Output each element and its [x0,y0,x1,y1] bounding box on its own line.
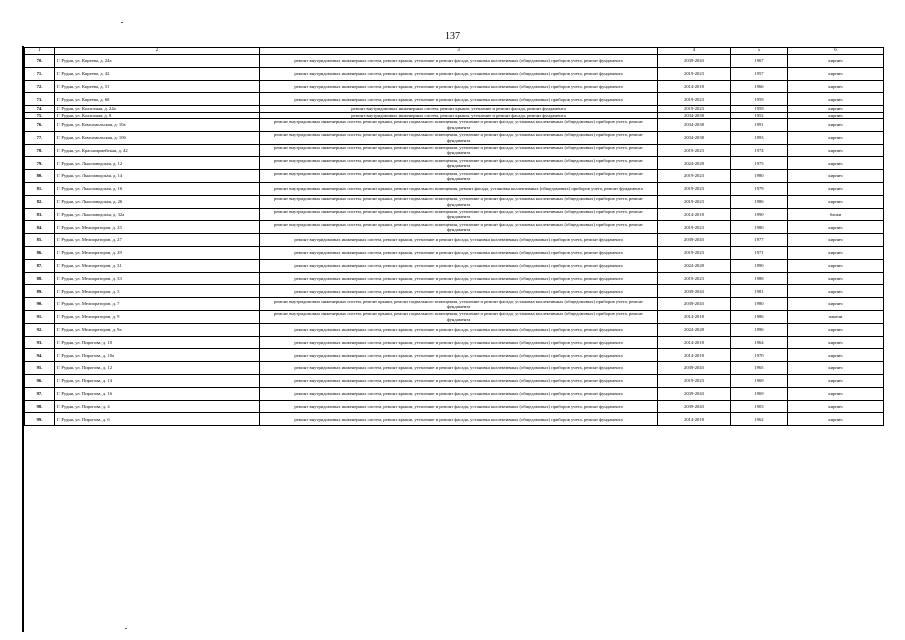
year-built-cell: 1959 [731,93,788,106]
year-built-cell: 1990 [731,259,788,272]
works-cell: ремонт внутридомовых инженерных систем, ремонт крыши, утепление и ремонт фасада, установка коллективных (общедомовых) приборов учета, ремонт фундамента [260,362,658,375]
table-row [25,413,884,426]
table-row [25,80,884,93]
table-row [25,246,884,259]
wall-material-cell: кирпич [788,362,884,375]
period-cell: 2039-2043 [658,298,731,311]
address-cell: Г. Рудня, ул. Льнозаводская, д. 14 [55,170,260,183]
row-number: 92. [25,323,55,336]
wall-material-cell: кирпич [788,106,884,112]
wall-material-cell: кирпич [788,182,884,195]
wall-material-cell: блоки [788,208,884,221]
address-cell: Г. Рудня, ул. Льнозаводская, д. 32а [55,208,260,221]
row-number: 78. [25,144,55,157]
period-cell: 2024-2028 [658,157,731,170]
period-cell: 2014-2018 [658,208,731,221]
row-number: 84. [25,221,55,234]
wall-material-cell: кирпич [788,246,884,259]
address-cell: Г. Рудня, ул. Пирогова, д. 10 [55,336,260,349]
address-cell: Г. Рудня, ул. Мелиораторов, д. 7 [55,298,260,311]
table-row [25,195,884,208]
wall-material-cell: кирпич [788,170,884,183]
address-cell: Г. Рудня, ул. Киреева, д. 24а [55,55,260,68]
period-cell: 2019-2023 [658,221,731,234]
works-cell: ремонт внутридомовых инженерных систем, ремонт крыши, ремонт подвального помещения, утепление и ремонт фасада, установка коллективных (общедомовых) приборов учета, ремонт фундамента [260,157,658,170]
works-cell: ремонт внутридомовых инженерных систем, ремонт крыши, ремонт подвального помещения, утепление и ремонт фасада, установка коллективных (общедомовых) приборов учета, ремонт фундамента [260,195,658,208]
column-header: 5 [731,48,788,55]
period-cell: 2014-2018 [658,80,731,93]
works-cell: ремонт внутридомовых инженерных систем, ремонт крыши, утепление и ремонт фасада, установка коллективных (общедомовых) приборов учета, ремонт фундамента [260,387,658,400]
address-cell: Г. Рудня, ул. Пирогова, д. 4 [55,400,260,413]
period-cell: 2039-2043 [658,55,731,68]
table-row [25,285,884,298]
table-row [25,119,884,132]
table-row [25,298,884,311]
table-row [25,157,884,170]
works-cell: ремонт внутридомовых инженерных систем, ремонт крыши, ремонт подвального помещения, утепление и ремонт фасада, установка коллективных (общедомовых) приборов учета, ремонт фундамента [260,170,658,183]
wall-material-cell: кирпич [788,119,884,132]
wall-material-cell: кирпич [788,55,884,68]
period-cell: 2019-2023 [658,170,731,183]
table-row [25,93,884,106]
row-number: 98. [25,400,55,413]
year-built-cell: 1986 [731,310,788,323]
table-row [25,336,884,349]
table-row [25,144,884,157]
table-row [25,349,884,362]
row-number: 70. [25,55,55,68]
year-built-cell: 1964 [731,336,788,349]
wall-material-cell: кирпич [788,80,884,93]
period-cell: 2039-2043 [658,285,731,298]
column-header: 1 [25,48,55,55]
year-built-cell: 1991 [731,119,788,132]
wall-material-cell: кирпич [788,285,884,298]
page-number: 137 [445,31,460,42]
year-built-cell: 1996 [731,323,788,336]
works-cell: ремонт внутридомовых инженерных систем, ремонт крыши, утепление и ремонт фасада, ремонт фундамента [260,106,658,112]
works-cell: ремонт внутридомовых инженерных систем, ремонт крыши, ремонт подвального помещения, утепление и ремонт фасада, установка коллективных (общедомовых) приборов учета, ремонт фундамента [260,119,658,132]
row-number: 88. [25,272,55,285]
wall-material-cell: кирпич [788,259,884,272]
year-built-cell: 1980 [731,298,788,311]
row-number: 75. [25,112,55,118]
address-cell: Г. Рудня, ул. Киреева, д. 51 [55,80,260,93]
works-cell: ремонт внутридомовых инженерных систем, ремонт крыши, утепление и ремонт фасада, установка коллективных (общедомовых) приборов учета, ремонт фундамента [260,93,658,106]
year-built-cell: 1974 [731,144,788,157]
row-number: 89. [25,285,55,298]
address-cell: Г. Рудня, ул. Красноармейская, д. 42 [55,144,260,157]
column-header: 6 [788,48,884,55]
address-cell: Г. Рудня, ул. Мелиораторов, д. 25 [55,221,260,234]
table-row [25,374,884,387]
works-cell: ремонт внутридомовых инженерных систем, ремонт крыши, утепление и ремонт фасада, установка коллективных (общедомовых) приборов учета, ремонт фундамента [260,234,658,247]
table-row [25,131,884,144]
wall-material-cell: кирпич [788,195,884,208]
period-cell: 2019-2023 [658,374,731,387]
row-number: 97. [25,387,55,400]
works-cell: ремонт внутридомовых инженерных систем, ремонт крыши, утепление и ремонт фасада, установка коллективных (общедомовых) приборов учета, ремонт фундамента [260,80,658,93]
works-cell: ремонт внутридомовых инженерных систем, ремонт крыши, утепление и ремонт фасада, ремонт фундамента [260,112,658,118]
row-number: 99. [25,413,55,426]
scan-speck [121,22,123,23]
works-cell: ремонт внутридомовых инженерных систем, ремонт крыши, утепление и ремонт фасада, установка коллективных (общедомовых) приборов учета, ремонт фундамента [260,400,658,413]
year-built-cell: 1969 [731,374,788,387]
period-cell: 2019-2023 [658,246,731,259]
table-body [25,48,884,426]
row-number: 94. [25,349,55,362]
wall-material-cell: кирпич [788,336,884,349]
column-number-row [25,48,884,55]
works-cell: ремонт внутридомовых инженерных систем, ремонт крыши, утепление и ремонт фасада, установка коллективных (общедомовых) приборов учета, ремонт фундамента [260,246,658,259]
row-number: 82. [25,195,55,208]
scan-speck [125,628,127,629]
wall-material-cell: кирпич [788,234,884,247]
address-cell: Г. Рудня, ул. Мелиораторов, д. 33 [55,272,260,285]
year-built-cell: 1903 [731,400,788,413]
works-cell: ремонт внутридомовых инженерных систем, ремонт крыши, ремонт подвального помещения, утепление и ремонт фасада, установка коллективных (общедомовых) приборов учета, ремонт фундамента [260,298,658,311]
year-built-cell: 1970 [731,349,788,362]
wall-material-cell: панели [788,310,884,323]
period-cell: 2019-2023 [658,93,731,106]
period-cell: 2024-2028 [658,259,731,272]
works-cell: ремонт внутридомовых инженерных систем, ремонт крыши, утепление и ремонт фасада, установка коллективных (общедомовых) приборов учета, ремонт фундамента [260,323,658,336]
wall-material-cell: кирпич [788,157,884,170]
row-number: 72. [25,80,55,93]
period-cell: 2019-2023 [658,272,731,285]
address-cell: Г. Рудня, ул. Пирогова, д. 16 [55,387,260,400]
works-cell: ремонт внутридомовых инженерных систем, ремонт крыши, утепление и ремонт фасада, установка коллективных (общедомовых) приборов учета, ремонт фундамента [260,349,658,362]
year-built-cell: 1967 [731,55,788,68]
row-number: 76. [25,119,55,132]
wall-material-cell: кирпич [788,413,884,426]
wall-material-cell: кирпич [788,298,884,311]
wall-material-cell: кирпич [788,400,884,413]
year-built-cell: 1969 [731,387,788,400]
table-row [25,221,884,234]
period-cell: 2019-2023 [658,106,731,112]
row-number: 85. [25,234,55,247]
period-cell: 2019-2023 [658,67,731,80]
column-header: 2 [55,48,260,55]
row-number: 81. [25,182,55,195]
period-cell: 2039-2043 [658,387,731,400]
table-row [25,182,884,195]
works-cell: ремонт внутридомовых инженерных систем, ремонт крыши, ремонт подвального помещения, утепление и ремонт фасада, установка коллективных (общедомовых) приборов учета, ремонт фундамента [260,221,658,234]
year-built-cell: 1959 [731,106,788,112]
period-cell: 2014-2018 [658,336,731,349]
address-cell: Г. Рудня, ул. Пирогова, д. 12 [55,362,260,375]
address-cell: Г. Рудня, ул. Льнозаводская, д. 12 [55,157,260,170]
wall-material-cell: кирпич [788,374,884,387]
address-cell: Г. Рудня, ул. Комсомольская, д. 10б [55,131,260,144]
address-cell: Г. Рудня, ул. Мелиораторов, д. 27 [55,234,260,247]
period-cell: 2034-2038 [658,112,731,118]
table-row [25,67,884,80]
works-cell: ремонт внутридомовых инженерных систем, ремонт крыши, утепление и ремонт фасада, установка коллективных (общедомовых) приборов учета, ремонт фундамента [260,374,658,387]
period-cell: 2039-2043 [658,362,731,375]
row-number: 93. [25,336,55,349]
table-row [25,208,884,221]
address-cell: Г. Рудня, ул. Мелиораторов, д. 9а [55,323,260,336]
wall-material-cell: кирпич [788,112,884,118]
column-header: 4 [658,48,731,55]
address-cell: Г. Рудня, ул. Мелиораторов, д. 29 [55,246,260,259]
address-cell: Г. Рудня, ул. Колхозная, д. 8 [55,112,260,118]
year-built-cell: 1990 [731,208,788,221]
row-number: 83. [25,208,55,221]
year-built-cell: 1971 [731,246,788,259]
row-number: 71. [25,67,55,80]
works-cell: ремонт внутридомовых инженерных систем, ремонт крыши, утепление и ремонт фасада, установка коллективных (общедомовых) приборов учета, ремонт фундамента [260,55,658,68]
row-number: 74. [25,106,55,112]
year-built-cell: 1966 [731,80,788,93]
wall-material-cell: кирпич [788,221,884,234]
wall-material-cell: кирпич [788,349,884,362]
period-cell: 2034-2038 [658,131,731,144]
row-number: 80. [25,170,55,183]
year-built-cell: 1979 [731,182,788,195]
year-built-cell: 1980 [731,221,788,234]
year-built-cell: 1980 [731,170,788,183]
period-cell: 2024-2028 [658,323,731,336]
row-number: 87. [25,259,55,272]
address-cell: Г. Рудня, ул. Пирогова, д. 10а [55,349,260,362]
table-row [25,170,884,183]
works-cell: ремонт внутридомовых инженерных систем, ремонт крыши, утепление и ремонт фасада, установка коллективных (общедомовых) приборов учета, ремонт фундамента [260,67,658,80]
table-row [25,259,884,272]
year-built-cell: 1993 [731,131,788,144]
address-cell: Г. Рудня, ул. Мелиораторов, д. 31 [55,259,260,272]
works-cell: ремонт внутридомовых инженерных систем, ремонт крыши, утепление и ремонт фасада, установка коллективных (общедомовых) приборов учета, ремонт фундамента [260,413,658,426]
year-built-cell: 1965 [731,362,788,375]
year-built-cell: 1957 [731,67,788,80]
period-cell: 2019-2023 [658,182,731,195]
year-built-cell: 1962 [731,413,788,426]
period-cell: 2019-2023 [658,195,731,208]
table-row [25,272,884,285]
wall-material-cell: кирпич [788,144,884,157]
period-cell: 2014-2018 [658,310,731,323]
year-built-cell: 1986 [731,195,788,208]
row-number: 95. [25,362,55,375]
address-cell: Г. Рудня, ул. Киреева, д. 68 [55,93,260,106]
works-cell: ремонт внутридомовых инженерных систем, ремонт крыши, утепление и ремонт фасада, установка коллективных (общедомовых) приборов учета, ремонт фундамента [260,336,658,349]
row-number: 96. [25,374,55,387]
address-cell: Г. Рудня, ул. Мелиораторов, д. 9 [55,310,260,323]
wall-material-cell: кирпич [788,323,884,336]
table-row [25,400,884,413]
address-cell: Г. Рудня, ул. Киреева, д. 42 [55,67,260,80]
address-cell: Г. Рудня, ул. Мелиораторов, д. 5 [55,285,260,298]
row-number: 90. [25,298,55,311]
period-cell: 2014-2018 [658,349,731,362]
year-built-cell: 1977 [731,234,788,247]
address-cell: Г. Рудня, ул. Льнозаводская, д. 26 [55,195,260,208]
period-cell: 2014-2018 [658,413,731,426]
works-cell: ремонт внутридомовых инженерных систем, ремонт крыши, ремонт подвального помещения, утепление и ремонт фасада, установка коллективных (общедомовых) приборов учета, ремонт фундамента [260,310,658,323]
row-number: 77. [25,131,55,144]
year-built-cell: 1988 [731,272,788,285]
works-cell: ремонт внутридомовых инженерных систем, ремонт крыши, утепление и ремонт фасада, установка коллективных (общедомовых) приборов учета, ремонт фундамента [260,285,658,298]
works-cell: ремонт внутридомовых инженерных систем, ремонт крыши, утепление и ремонт фасада, установка коллективных (общедомовых) приборов учета, ремонт фундамента [260,272,658,285]
address-cell: Г. Рудня, ул. Колхозная, д. 24а [55,106,260,112]
table-row [25,323,884,336]
year-built-cell: 1981 [731,285,788,298]
table-row [25,55,884,68]
address-cell: Г. Рудня, ул. Льнозаводская, д. 16 [55,182,260,195]
row-number: 86. [25,246,55,259]
wall-material-cell: кирпич [788,387,884,400]
works-cell: ремонт внутридомовых инженерных систем, ремонт крыши, ремонт подвального помещения, утепление и ремонт фасада, установка коллективных (общедомовых) приборов учета, ремонт фундамента [260,144,658,157]
works-cell: ремонт внутридомовых инженерных систем, ремонт крыши, ремонт подвального помещения, ремонт фасада, установка коллективных (общедомовых) приборов учета, ремонт фундамента [260,182,658,195]
row-number: 79. [25,157,55,170]
housing-register-table [24,47,884,426]
period-cell: 2034-2038 [658,119,731,132]
address-cell: Г. Рудня, ул. Пирогова, д. 6 [55,413,260,426]
wall-material-cell: кирпич [788,93,884,106]
works-cell: ремонт внутридомовых инженерных систем, ремонт крыши, ремонт подвального помещения, утепление и ремонт фасада, установка коллективных (общедомовых) приборов учета, ремонт фундамента [260,208,658,221]
address-cell: Г. Рудня, ул. Пирогова, д. 14 [55,374,260,387]
year-built-cell: 1975 [731,157,788,170]
wall-material-cell: кирпич [788,131,884,144]
address-cell: Г. Рудня, ул. Комсомольская, д. 10а [55,119,260,132]
wall-material-cell: кирпич [788,272,884,285]
table-row [25,387,884,400]
table-row [25,234,884,247]
year-built-cell: 1952 [731,112,788,118]
row-number: 73. [25,93,55,106]
works-cell: ремонт внутридомовых инженерных систем, ремонт крыши, утепление и ремонт фасада, установка коллективных (общедомовых) приборов учета, ремонт фундамента [260,259,658,272]
row-number: 91. [25,310,55,323]
table-row [25,310,884,323]
table-row [25,362,884,375]
period-cell: 2039-2043 [658,234,731,247]
period-cell: 2019-2023 [658,144,731,157]
column-header: 3 [260,48,658,55]
period-cell: 2039-2043 [658,400,731,413]
wall-material-cell: кирпич [788,67,884,80]
works-cell: ремонт внутридомовых инженерных систем, ремонт крыши, ремонт подвального помещения, утепление и ремонт фасада, установка коллективных (общедомовых) приборов учета, ремонт фундамента [260,131,658,144]
